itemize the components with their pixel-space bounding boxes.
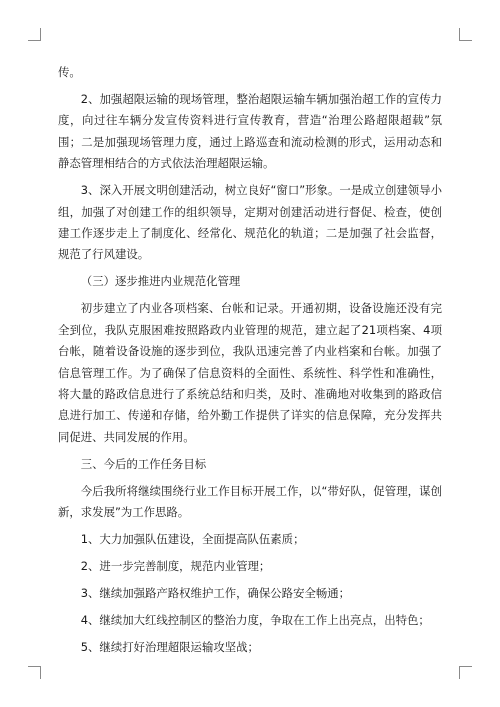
list-item-4: 4、继续加大红线控制区的整治力度，争取在工作上出亮点，出特色； [80, 613, 430, 628]
chapter-heading-future-goals: 三、今后的工作任务目标 [80, 456, 207, 471]
crop-mark-top-left [28, 28, 41, 41]
paragraph-continuation: 传。 [58, 65, 81, 79]
crop-mark-top-right [459, 28, 472, 41]
paragraph-work-approach: 今后我所将继续围绕行业工作目标开展工作，以“带好队，促管理，谋创新，求发展”为工作思路。 [58, 483, 442, 520]
paragraph-internal-management: 初步建立了内业各项档案、台帐和记录。开通初期，设备设施还没有完全到位，我队克服困难按照路政内业管理的规范，建立起了21项档案、4项台帐，随着设备设施的逐步到位，我队迅速完善了内业档案和台帐。加强了信息管理工作。为了确保了信息资料的全面性、系统性、科学性和准确性，将大量的路政信息进行了系统总结和归类，及时、准确地对收集到的路政信息进行加工、传递和存储，给外勤工作提供了详实的信息保障，充分发挥共同促进、共同发展的作用。 [58, 301, 442, 444]
list-item-3: 3、继续加强路产路权维护工作，确保公路安全畅通； [80, 586, 351, 601]
crop-mark-bottom-right [459, 666, 472, 679]
paragraph-item-3: 3、深入开展文明创建活动，树立良好“窗口”形象。一是成立创建领导小组，加强了对创建工作的组织领导，定期对创建活动进行督促、检查，使创建工作逐步走上了制度化、经常化、规范化的轨道；二是加强了社会监督，规范了行风建设。 [58, 183, 442, 262]
section-heading-3: （三）逐步推进内业规范化管理 [80, 274, 241, 289]
list-item-1: 1、大力加强队伍建设，全面提高队伍素质； [80, 532, 305, 547]
crop-mark-bottom-left [28, 666, 41, 679]
document-body [58, 62, 442, 664]
list-item-5: 5、继续打好治理超限运输攻坚战； [80, 640, 259, 655]
paragraph-item-2: 2、加强超限运输的现场管理，整治超限运输车辆加强治超工作的宣传力度，向过往车辆分发宣传资料进行宣传教育，营造“治理公路超限超载”氛围；二是加强现场管理力度，通过上路巡查和流动检测的形式，运用动态和静态管理相结合的方式依法治理超限运输。 [58, 92, 442, 171]
list-item-2: 2、进一步完善制度，规范内业管理； [80, 559, 271, 574]
